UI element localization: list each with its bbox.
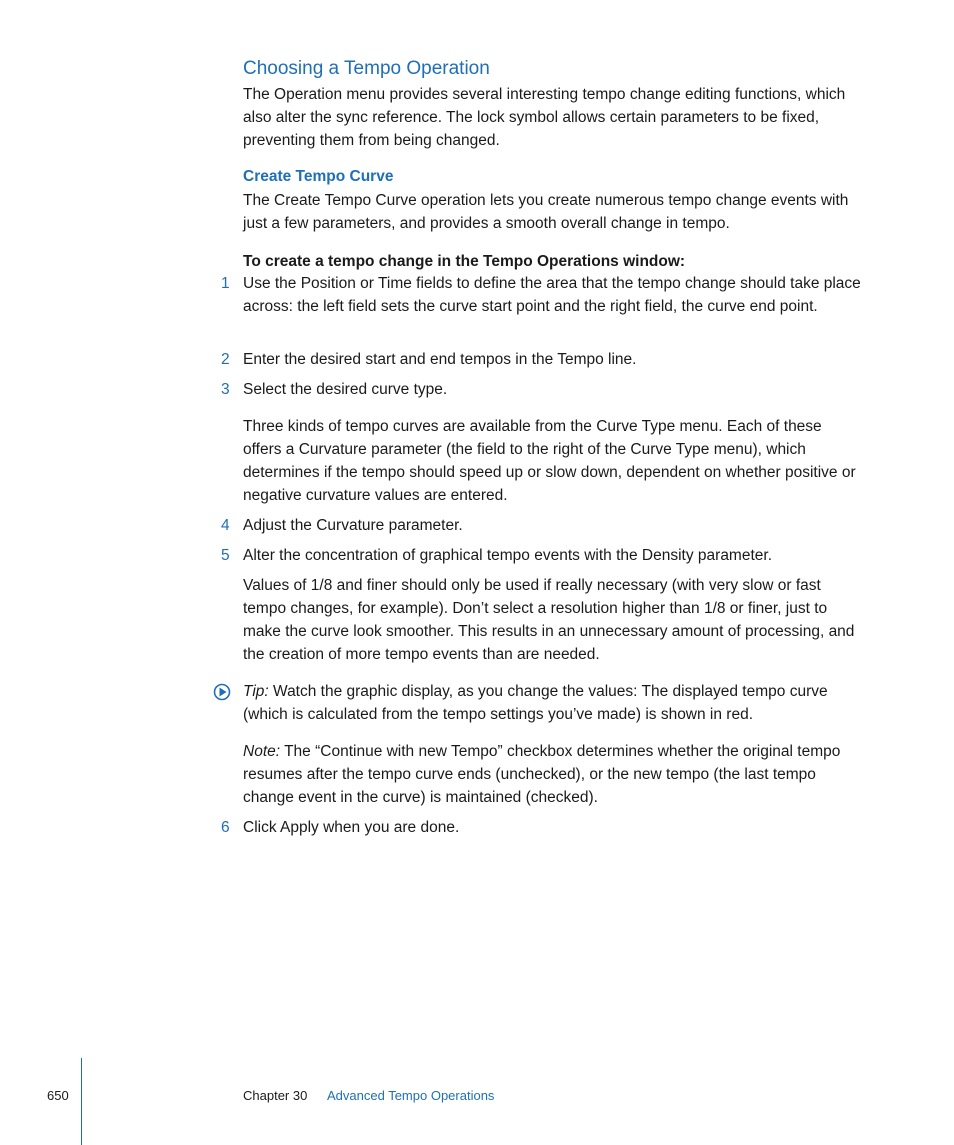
step-number: 5 [221, 547, 230, 564]
procedure-title: To create a tempo change in the Tempo Operations window: [243, 253, 686, 270]
step-text: Click Apply when you are done. [243, 819, 460, 836]
step-text: Select the desired curve type. [243, 381, 448, 398]
footer-chapter-title: Advanced Tempo Operations [327, 1088, 495, 1103]
page-number: 650 [47, 1088, 69, 1103]
intro-paragraph: The Operation menu provides several interesting tempo change editing functions, which also alter the sync reference. The lock symbol allows certain parameters to be fixed, preventing them from being changed. [243, 86, 846, 149]
tip-arrow-icon [213, 683, 231, 701]
step-number: 6 [221, 819, 230, 836]
step-text: Adjust the Curvature parameter. [243, 517, 463, 534]
note-paragraph [243, 740, 863, 809]
note-text: The “Continue with new Tempo” checkbox determines whether the original tempo resumes after the tempo curve ends (unchecked), or the new tempo (the last tempo change event in the curve) is maintained (checked). [243, 743, 841, 806]
step5-detail: Values of 1/8 and finer should only be used if really necessary (with very slow or fast tempo changes, for example). Don’t select a resolution higher than 1/8 or finer, just to make the curve look smoother. This results in an unnecessary amount of processing, and the creation of more tempo events than are needed. [243, 577, 855, 663]
tip-text: Watch the graphic display, as you change the values: The displayed tempo curve (which is calculated from the tempo settings you’ve made) is shown in red. [243, 683, 828, 723]
section-title: Choosing a Tempo Operation [243, 58, 490, 79]
tip-label: Tip: [243, 683, 269, 700]
step3-detail: Three kinds of tempo curves are available from the Curve Type menu. Each of these offers a Curvature parameter (the field to the right of the Curve Type menu), which determines if the tempo should speed up or slow down, dependent on whether positive or negative curvature values are entered. [243, 418, 856, 504]
subsection-title: Create Tempo Curve [243, 168, 394, 185]
subsection-intro: The Create Tempo Curve operation lets you create numerous tempo change events with just a few parameters, and provides a smooth overall change in tempo. [243, 192, 849, 232]
step-number: 2 [221, 351, 230, 368]
footer-chapter: Chapter 30 [243, 1088, 308, 1103]
note-label: Note: [243, 743, 281, 760]
step-text: Use the Position or Time fields to define the area that the tempo change should take place across: the left field sets the curve start point and the right field, the curve end point. [243, 275, 861, 315]
tip-paragraph [243, 680, 863, 726]
step-number: 3 [221, 381, 230, 398]
step-number: 4 [221, 517, 230, 534]
step-text: Alter the concentration of graphical tempo events with the Density parameter. [243, 547, 773, 564]
step-number: 1 [221, 275, 230, 292]
footer-divider [81, 1058, 82, 1145]
step-text: Enter the desired start and end tempos in the Tempo line. [243, 351, 637, 368]
